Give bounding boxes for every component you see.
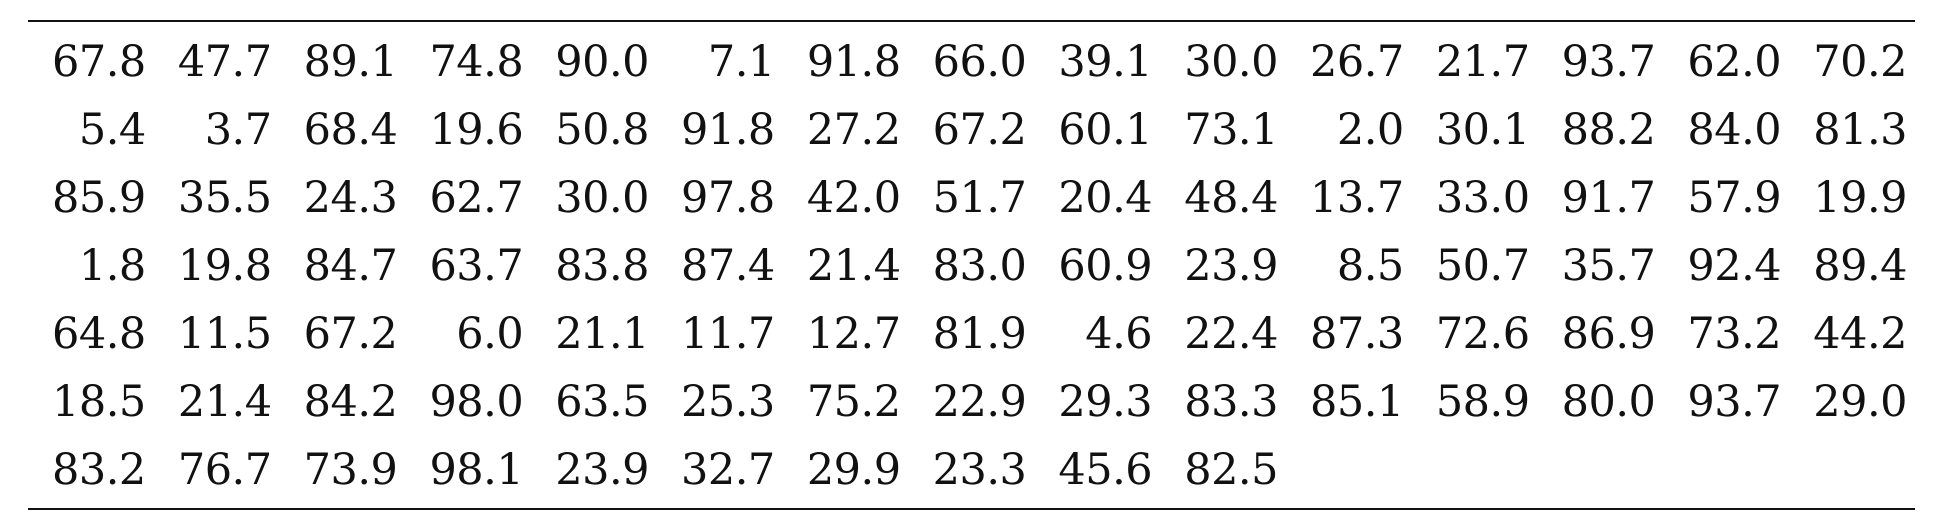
table-cell: 44.2	[1813, 309, 1907, 359]
data-table	[28, 22, 1915, 508]
table-cell: 85.1	[1310, 377, 1404, 427]
table-cell: 75.2	[806, 377, 901, 427]
table-cell: 73.9	[303, 445, 398, 495]
table-row	[28, 232, 1915, 300]
table-cell: 89.4	[1813, 241, 1907, 291]
data-table-container	[28, 20, 1915, 510]
table-cell: 2.0	[1336, 105, 1404, 155]
table-cell: 97.8	[681, 173, 775, 223]
table-row	[28, 368, 1915, 436]
table-cell: 84.0	[1687, 105, 1782, 155]
table-cell: 29.9	[806, 445, 901, 495]
table-cell: 93.7	[1561, 37, 1656, 87]
table-cell: 73.2	[1687, 309, 1782, 359]
table-cell: 66.0	[932, 37, 1027, 87]
table-cell: 86.9	[1561, 309, 1656, 359]
table-cell: 62.0	[1687, 37, 1782, 87]
table-cell: 30.1	[1435, 105, 1530, 155]
table-cell: 60.9	[1058, 241, 1153, 291]
table-cell: 50.8	[555, 105, 649, 155]
table-cell: 33.0	[1435, 173, 1530, 223]
table-cell: 7.1	[707, 37, 775, 87]
table-cell: 74.8	[429, 37, 524, 87]
table-cell: 92.4	[1687, 241, 1782, 291]
table-cell: 70.2	[1813, 37, 1907, 87]
table-row	[28, 436, 1915, 508]
table-cell: 62.7	[429, 173, 524, 223]
table-row	[28, 300, 1915, 368]
table-cell: 47.7	[177, 37, 272, 87]
table-cell	[1663, 436, 1789, 508]
table-cell: 24.3	[303, 173, 398, 223]
table-cell: 67.2	[303, 309, 398, 359]
table-cell: 91.8	[806, 37, 901, 87]
table-cell: 63.7	[429, 241, 524, 291]
table-cell: 30.0	[555, 173, 649, 223]
table-cell: 91.7	[1561, 173, 1656, 223]
table-cell: 22.9	[932, 377, 1027, 427]
table-cell: 21.4	[177, 377, 272, 427]
table-cell: 81.3	[1813, 105, 1907, 155]
table-cell: 12.7	[806, 309, 901, 359]
table-cell: 84.7	[303, 241, 398, 291]
table-cell: 21.1	[555, 309, 649, 359]
table-cell: 67.8	[52, 37, 146, 87]
table-cell: 64.8	[52, 309, 146, 359]
table-cell: 11.5	[177, 309, 272, 359]
table-cell: 87.3	[1310, 309, 1404, 359]
table-cell: 83.0	[932, 241, 1027, 291]
table-cell	[1286, 436, 1412, 508]
table-cell: 76.7	[177, 445, 272, 495]
table-cell: 39.1	[1058, 37, 1153, 87]
table-cell: 21.4	[806, 241, 901, 291]
table-cell: 81.9	[932, 309, 1027, 359]
table-cell: 29.3	[1058, 377, 1153, 427]
table-cell: 5.4	[78, 105, 146, 155]
table-cell: 42.0	[806, 173, 901, 223]
table-cell: 23.9	[555, 445, 649, 495]
table-cell: 27.2	[806, 105, 901, 155]
table-cell: 58.9	[1435, 377, 1530, 427]
table-cell: 83.3	[1184, 377, 1278, 427]
table-cell: 8.5	[1336, 241, 1404, 291]
table-body	[28, 22, 1915, 508]
table-cell: 20.4	[1058, 173, 1153, 223]
table-cell: 98.0	[429, 377, 524, 427]
table-cell	[1412, 436, 1538, 508]
table-cell: 57.9	[1687, 173, 1782, 223]
table-cell: 89.1	[303, 37, 398, 87]
table-cell: 23.3	[932, 445, 1027, 495]
table-cell: 22.4	[1184, 309, 1278, 359]
table-cell: 45.6	[1058, 445, 1153, 495]
table-cell: 83.8	[555, 241, 649, 291]
table-cell: 51.7	[932, 173, 1027, 223]
table-cell: 3.7	[204, 105, 272, 155]
table-cell: 82.5	[1184, 445, 1278, 495]
table-cell: 60.1	[1058, 105, 1153, 155]
table-cell: 83.2	[52, 445, 146, 495]
table-cell: 13.7	[1310, 173, 1404, 223]
table-cell: 63.5	[555, 377, 649, 427]
table-cell: 87.4	[681, 241, 775, 291]
table-row	[28, 164, 1915, 232]
table-cell: 35.7	[1561, 241, 1656, 291]
table-cell: 26.7	[1310, 37, 1404, 87]
table-cell: 50.7	[1435, 241, 1530, 291]
table-bottom-rule	[28, 508, 1915, 510]
table-row	[28, 96, 1915, 164]
table-cell: 91.8	[681, 105, 775, 155]
table-cell: 98.1	[429, 445, 524, 495]
table-cell	[1789, 436, 1915, 508]
table-cell: 85.9	[52, 173, 146, 223]
table-cell: 88.2	[1561, 105, 1656, 155]
table-cell: 84.2	[303, 377, 398, 427]
table-cell	[1538, 436, 1664, 508]
table-cell: 18.5	[52, 377, 146, 427]
table-cell: 19.6	[429, 105, 524, 155]
table-cell: 90.0	[555, 37, 649, 87]
table-cell: 73.1	[1184, 105, 1278, 155]
table-cell: 25.3	[681, 377, 775, 427]
table-row	[28, 22, 1915, 96]
table-cell: 80.0	[1561, 377, 1656, 427]
table-cell: 23.9	[1184, 241, 1278, 291]
table-cell: 21.7	[1435, 37, 1530, 87]
table-cell: 6.0	[456, 309, 524, 359]
table-cell: 48.4	[1184, 173, 1278, 223]
table-cell: 30.0	[1184, 37, 1278, 87]
table-cell: 72.6	[1435, 309, 1530, 359]
table-cell: 29.0	[1813, 377, 1907, 427]
table-cell: 32.7	[681, 445, 775, 495]
table-cell: 93.7	[1687, 377, 1782, 427]
table-cell: 19.9	[1813, 173, 1907, 223]
table-cell: 19.8	[177, 241, 272, 291]
table-cell: 35.5	[177, 173, 272, 223]
table-cell: 67.2	[932, 105, 1027, 155]
table-cell: 11.7	[681, 309, 775, 359]
table-cell: 68.4	[303, 105, 398, 155]
table-cell: 1.8	[78, 241, 146, 291]
table-cell: 4.6	[1085, 309, 1153, 359]
